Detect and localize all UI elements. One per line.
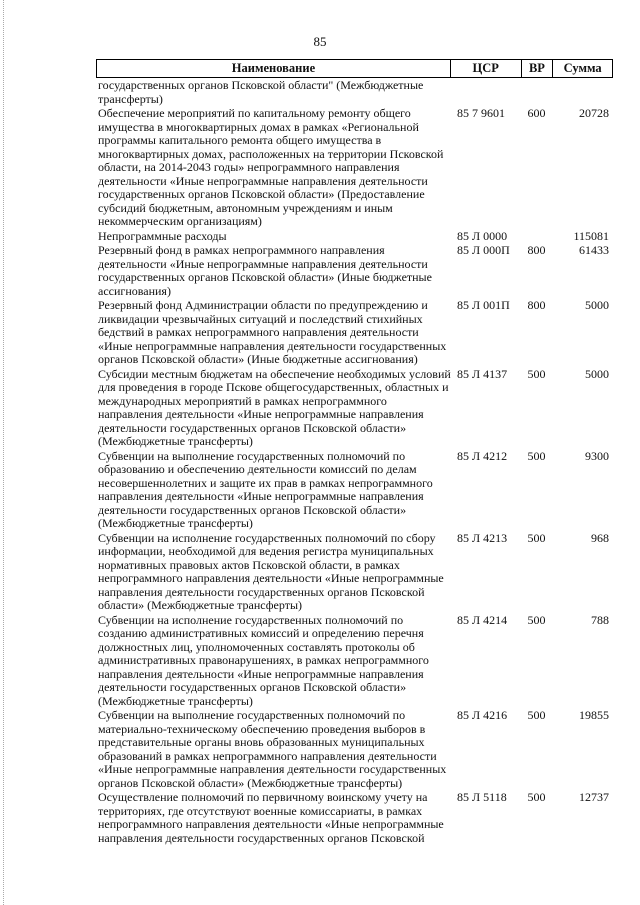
budget-table — [96, 59, 613, 845]
cell-csr: 85 7 9601 — [457, 106, 505, 120]
header-csr: ЦСР — [451, 60, 522, 77]
cell-vr: 600 — [527, 106, 546, 120]
cell-csr: 85 Л 000П — [457, 243, 510, 257]
table-row — [96, 450, 613, 531]
cell-sum: 12737 — [579, 790, 609, 804]
cell-name: Субвенции на исполнение государственных полномочий по сбору информации, необходимой для ведения регистра муниципальных нормативных правовых актов Псковской области, в рамках непрограммного направления деятельности «Иные непрограммные направления деятельности государственных органов Псковской области» (Межбюджетные трансферты) — [98, 530, 444, 612]
cell-vr: 800 — [527, 243, 546, 257]
cell-sum: 788 — [591, 612, 609, 627]
table-body — [96, 79, 613, 845]
cell-vr: 500 — [527, 790, 546, 804]
cell-sum — [552, 79, 611, 106]
table-row — [96, 244, 613, 298]
header-vr: ВР — [522, 60, 554, 77]
table-row — [96, 107, 613, 229]
cell-csr: 85 Л 4212 — [457, 448, 508, 463]
cell-csr: 85 Л 5118 — [457, 790, 507, 804]
cell-name: Резервный фонд Администрации области по предупреждению и ликвидации чрезвычайных ситуаций и последствий стихийных бедствий в рамках непрограммного направления деятельности «Иные непрограммные направления деятельности государственных органов Псковской области» (Иные бюджетные ассигнования) — [98, 298, 447, 366]
scan-margin-line — [3, 0, 4, 905]
cell-vr: 500 — [527, 708, 546, 722]
cell-vr: 500 — [527, 530, 546, 545]
page-number: 85 — [313, 34, 327, 49]
cell-vr — [521, 79, 552, 106]
cell-name: Субвенции на выполнение государственных полномочий по материально-техническому обеспечению проведения выборов в представительные органы вновь образованных муниципальных образований в рамках непрограммного направления деятельности «Иные непрограммные направления деятельности государственных органов Псковской области» (Межбюджетные трансферты) — [98, 708, 447, 790]
table-row — [96, 791, 613, 845]
cell-name: Обеспечение мероприятий по капитальному ремонту общего имущества в многоквартирных домах в рамках «Региональной программы капитального ремонта общего имущества в многоквартирных домах, расположенных на территории Псковской области, на 2014-2043 годы» непрограммного направления деятельности «Иные непрограммные направления деятельности государственных органов Псковской области» (Предоставление субсидий бюджетным, автономным учреждениям и иным некоммерческим организациям) — [98, 106, 444, 228]
cell-vr: 500 — [527, 448, 546, 463]
cell-name: государственных органов Псковской области" (Межбюджетные трансферты) — [98, 78, 424, 106]
cell-csr: 85 Л 4213 — [457, 530, 508, 545]
table-row — [96, 368, 613, 449]
cell-name: Осуществление полномочий по первичному воинскому учету на территориях, где отсутствуют военные комиссариаты, в рамках непрограммного направления деятельности «Иные непрограммные направления деятельности государственных органов Псковской — [98, 790, 444, 845]
cell-vr: 500 — [527, 366, 546, 381]
cell-name: Резервный фонд в рамках непрограммного направления деятельности «Иные непрограммные направления деятельности государственных органов Псковской области» (Иные бюджетные ассигнования) — [98, 243, 432, 298]
cell-sum: 115081 — [573, 228, 609, 243]
cell-vr: 500 — [527, 612, 546, 627]
cell-csr: 85 Л 0000 — [457, 228, 508, 243]
cell-vr: 800 — [527, 298, 546, 312]
table-row — [96, 299, 613, 367]
table-header — [96, 59, 613, 78]
cell-csr — [451, 79, 521, 106]
cell-sum: 5000 — [585, 366, 609, 381]
cell-sum: 5000 — [585, 298, 609, 312]
cell-csr: 85 Л 4214 — [457, 612, 508, 627]
table-row — [96, 230, 613, 244]
cell-sum: 9300 — [585, 448, 609, 463]
cell-sum: 20728 — [579, 106, 609, 120]
cell-name: Субвенции на исполнение государственных полномочий по созданию административных комиссий и определению перечня должностных лиц, уполномоченных составлять протоколы об административных правонарушениях, в рамках непрограммного направления деятельности «Иные непрограммные направления деятельности государственных органов Псковской области» (Межбюджетные трансферты) — [98, 612, 429, 708]
cell-sum: 968 — [591, 530, 609, 545]
cell-name: Непрограммные расходы — [98, 228, 227, 243]
table-row — [96, 709, 613, 790]
table-row — [96, 614, 613, 709]
cell-name: Субсидии местным бюджетам на обеспечение необходимых условий для проведения в городе Пскове общегосударственных, областных и международных мероприятий в рамках непрограммного направления деятельности «Иные непрограммные направления деятельности государственных органов Псковской области» (Межбюджетные трансферты) — [98, 366, 451, 448]
cell-csr: 85 Л 4137 — [457, 366, 508, 381]
header-sum: Сумма — [563, 61, 602, 75]
cell-csr: 85 Л 001П — [457, 298, 510, 312]
cell-csr: 85 Л 4216 — [457, 708, 508, 722]
cell-sum: 19855 — [579, 708, 609, 722]
cell-sum: 61433 — [579, 243, 609, 257]
cell-vr — [521, 230, 552, 244]
table-row — [96, 532, 613, 613]
cell-name: Субвенции на выполнение государственных полномочий по образованию и обеспечению деятельности комиссий по делам несовершеннолетних и защите их прав в рамках непрограммного направления деятельности «Иные непрограммные направления деятельности государственных органов Псковской области» (Межбюджетные трансферты) — [98, 448, 433, 530]
table-row — [96, 79, 613, 106]
header-name: Наименование — [97, 60, 451, 77]
